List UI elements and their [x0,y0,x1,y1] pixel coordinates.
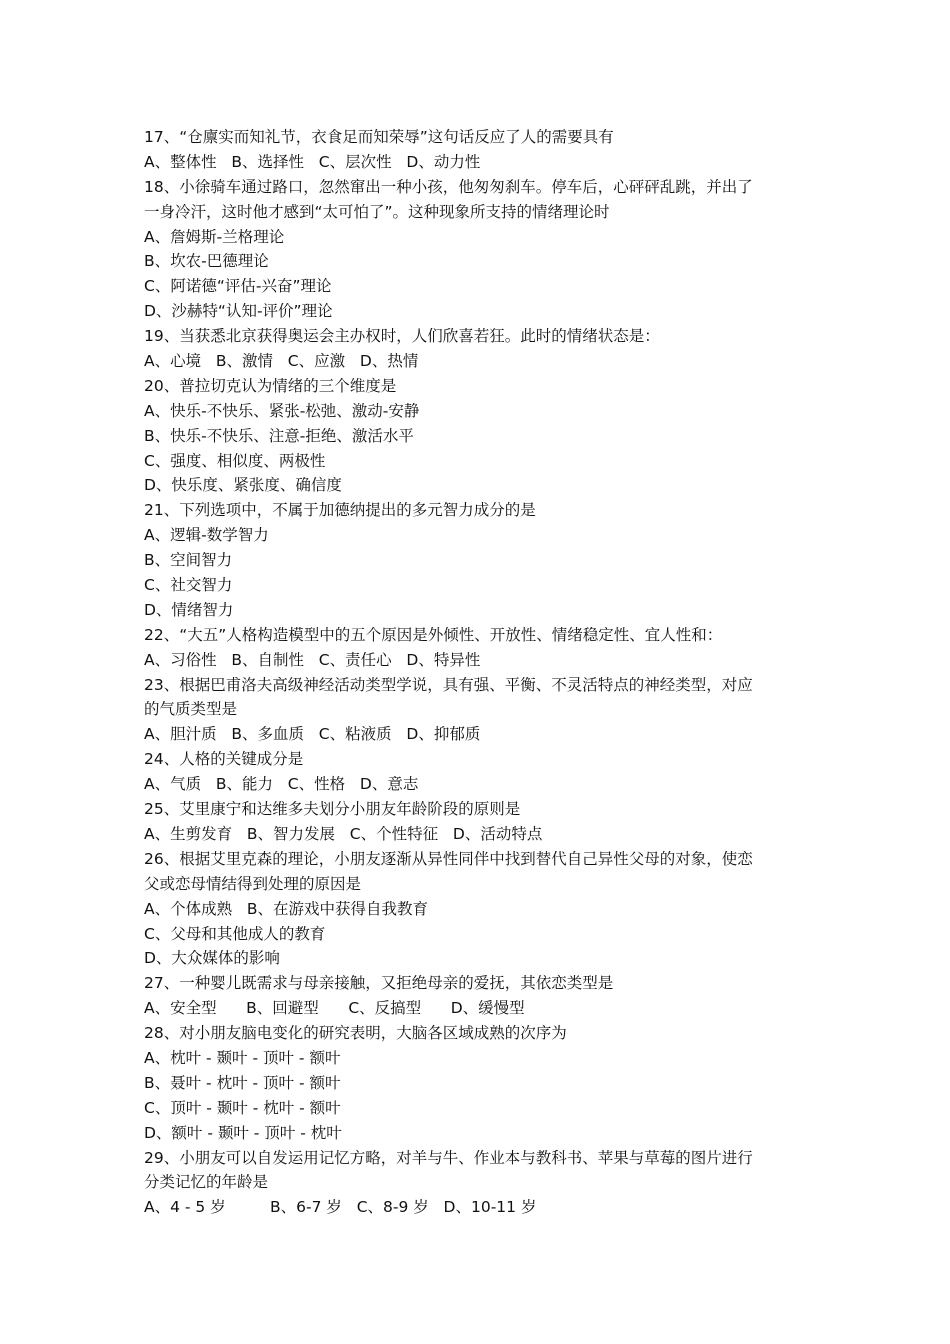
text-line: 22、“大五”人格构造模型中的五个原因是外倾性、开放性、情绪稳定性、宜人性和： [144,625,723,644]
text-line: 19、当获悉北京获得奥运会主办权时，人们欣喜若狂。此时的情绪状态是： [144,327,660,346]
text-line: D、大众媒体的影响 [144,949,280,968]
question-list [144,125,814,1220]
text-line: D、情绪智力 [144,600,234,619]
text-line: 23、根据巴甫洛夫高级神经活动类型学说，具有强、平衡、不灵活特点的神经类型，对应 [144,675,753,694]
text-line: 20、普拉切克认为情绪的三个维度是 [144,376,397,395]
text-line: B、聂叶 - 枕叶 - 顶叶 - 额叶 [144,1073,341,1092]
text-line: A、詹姆斯-兰格理论 [144,227,285,246]
text-line: 28、对小朋友脑电变化的研究表明，大脑各区域成熟的次序为 [144,1024,567,1043]
text-line: A、个体成熟 B、在游戏中获得自我教育 [144,899,429,918]
text-line: 25、艾里康宁和达维多夫划分小朋友年龄阶段的原则是 [144,800,521,819]
text-line: C、强度、相似度、两极性 [144,451,326,470]
text-line: A、4 - 5 岁 B、6-7 岁 C、8-9 岁 D、10-11 岁 [144,1198,537,1217]
text-line: A、习俗性 B、自制性 C、责任心 D、特异性 [144,650,481,669]
text-line: A、枕叶 - 颞叶 - 顶叶 - 额叶 [144,1048,341,1067]
text-line: A、安全型 B、回避型 C、反搞型 D、缓慢型 [144,999,525,1018]
text-line: A、整体性 B、选择性 C、层次性 D、动力性 [144,152,481,171]
text-line: C、顶叶 - 颞叶 - 枕叶 - 额叶 [144,1098,341,1117]
text-line: D、沙赫特“认知-评价”理论 [144,302,333,321]
text-line: A、心境 B、激情 C、应激 D、热情 [144,352,419,371]
text-line: 17、“仓廪实而知礼节，衣食足而知荣辱”这句话反应了人的需要具有 [144,128,614,146]
text-line: 24、人格的关键成分是 [144,750,304,769]
text-line: 的气质类型是 [144,700,238,719]
text-line: 18、小徐骑车通过路口，忽然窜出一种小孩，他匆匆刹车。停车后，心砰砰乱跳，并出了 [144,177,753,196]
text-line: D、额叶 - 颞叶 - 顶叶 - 枕叶 [144,1123,342,1142]
text-line: B、坎农-巴德理论 [144,252,269,271]
text-line: 27、一种婴儿既需求与母亲接触，又拒绝母亲的爱抚，其依恋类型是 [144,974,614,993]
text-line: C、社交智力 [144,576,233,595]
text-line: A、胆汁质 B、多血质 C、粘液质 D、抑郁质 [144,725,481,744]
text-line: A、逻辑-数学智力 [144,526,269,545]
text-line: 29、小朋友可以自发运用记忆方略，对羊与牛、作业本与教科书、苹果与草莓的图片进行 [144,1148,753,1167]
text-line: 26、根据艾里克森的理论，小朋友逐渐从异性同伴中找到替代自己异性父母的对象，使恋 [144,849,753,868]
text-line: 分类记忆的年龄是 [144,1173,269,1192]
text-line: B、空间智力 [144,551,233,570]
text-line: B、快乐-不快乐、注意-拒绝、激活水平 [144,426,414,445]
text-line: D、快乐度、紧张度、确信度 [144,476,342,495]
text-line: A、生剪发育 B、智力发展 C、个性特征 D、活动特点 [144,824,543,843]
text-line: 21、下列选项中，不属于加德纳提出的多元智力成分的是 [144,501,536,520]
text-line: 一身冷汗，这时他才感到“太可怕了”。这种现象所支持的情绪理论时 [144,202,610,221]
text-line: A、气质 B、能力 C、性格 D、意志 [144,775,419,794]
text-line: C、阿诺德“评估-兴奋”理论 [144,277,332,296]
text-line: A、快乐-不快乐、紧张-松弛、激动-安静 [144,401,420,420]
text-line: 父或恋母情结得到处理的原因是 [144,874,362,893]
text-line: C、父母和其他成人的教育 [144,924,326,943]
